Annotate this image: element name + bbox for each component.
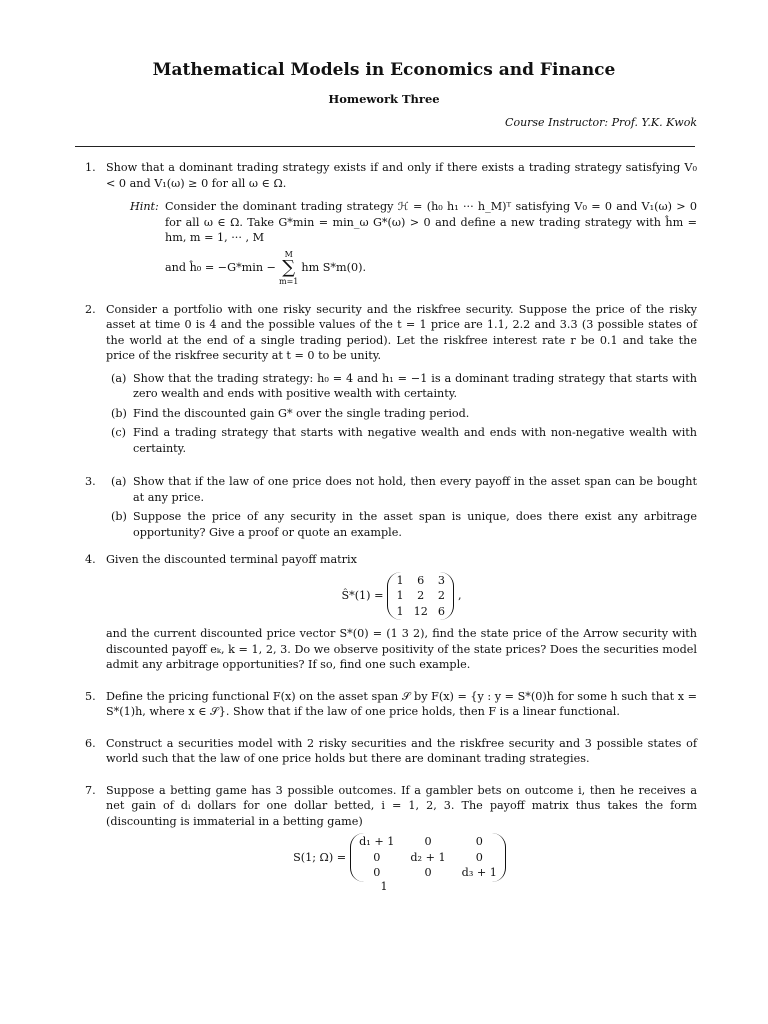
problem-1 xyxy=(75,160,697,290)
subpart-a xyxy=(106,474,697,505)
hint-text: Consider the dominant trading strategy ℋ = (h₀ h₁ ··· h_M)ᵀ satisfying V₀ = 0 and V₁(ω) > 0 for all ω ∈ Ω. Take G*min = min_ω G*(ω) > 0 and define a new trading strategy with ĥm = hm, m = 1, ··· , M xyxy=(165,200,697,244)
subpart-b xyxy=(106,406,697,422)
matrix-cell: 0 xyxy=(475,850,483,864)
problem-text: Suppose a betting game has 3 possible outcomes. If a gambler bets on outcome i, then he receives a net gain of dᵢ dollars for one dollar betted, i = 1, 2, 3. The payoff matrix thus takes the form (discounting is immaterial in a betting game) xyxy=(106,783,697,828)
problem-number: 5. xyxy=(85,689,96,703)
matrix-cell: 2 xyxy=(437,589,445,602)
instructor-line: Course Instructor: Prof. Y.K. Kwok xyxy=(505,116,697,129)
subpart-label: (a) xyxy=(111,371,127,385)
matrix-cell: d₂ + 1 xyxy=(410,850,446,864)
betting-payoff-matrix xyxy=(350,833,506,882)
problem-6 xyxy=(75,736,697,767)
document-title: Mathematical Models in Economics and Finance xyxy=(152,60,616,80)
matrix-cell: 1 xyxy=(396,604,404,618)
subpart-text: Find the discounted gain G* over the single trading period. xyxy=(133,406,470,420)
problem-text: Consider a portfolio with one risky security and the riskfree security. Suppose the price of the risky asset at time 0 is 4 and the possible values of the t = 1 price are 1.1, 2.2 and 3.3 (3 possible states of the world at the end of a single trading period). Let the riskfree interest rate r be 0.1 and take the price of the riskfree security at t = 0 to be unity. xyxy=(106,302,697,362)
problem-number: 3. xyxy=(85,475,96,488)
payoff-matrix xyxy=(387,572,454,621)
hint-eq-left: and ĥ₀ = −G*min − xyxy=(165,260,276,274)
problem-3 xyxy=(75,474,697,540)
problem-2 xyxy=(75,302,697,457)
sum-lower: m=1 xyxy=(279,276,299,286)
problem-7 xyxy=(75,783,697,882)
problem-number: 7. xyxy=(85,783,96,797)
matrix-lhs: S(1; Ω) = xyxy=(293,850,347,864)
subpart-label: (b) xyxy=(111,406,127,420)
subpart-text: Show that if the law of one price does not hold, then every payoff in the asset span can be bought at any price. xyxy=(133,475,697,504)
matrix-cell: 12 xyxy=(413,604,428,618)
matrix-cell: 0 xyxy=(475,835,483,848)
matrix-cell: 0 xyxy=(424,835,432,848)
betting-matrix-equation xyxy=(106,833,697,882)
matrix-cell: 1 xyxy=(396,573,404,587)
problem-number: 6. xyxy=(85,736,96,750)
sigma-glyph: ∑ xyxy=(282,256,296,278)
matrix-cell: 2 xyxy=(417,589,425,602)
problem-text: Show that a dominant trading strategy exists if and only if there exists a trading strategy satisfying V₀ < 0 and V₁(ω) ≥ 0 for all ω ∈ Ω. xyxy=(106,161,697,190)
problem-text: Define the pricing functional F(x) on the asset span 𝒮 by F(x) = {y : y = S*(0)h for some h such that x = S*(1)h, where x ∈ 𝒮}. Show that if the law of one price holds, then F is a linear functional. xyxy=(106,689,697,718)
subpart-a xyxy=(106,371,697,402)
matrix-cell: 1 xyxy=(396,589,404,602)
hint-eq-right: hm S*m(0). xyxy=(301,260,367,274)
subpart-b xyxy=(106,509,697,540)
matrix-cell: 0 xyxy=(373,850,381,864)
subpart-text: Find a trading strategy that starts with negative wealth and ends with non-negative wealth with certainty. xyxy=(133,426,697,455)
problem-number: 1. xyxy=(85,161,96,174)
matrix-cell: 6 xyxy=(417,573,425,587)
page-number: 1 xyxy=(380,880,388,893)
matrix-cell: 0 xyxy=(373,866,381,879)
subpart-text: Suppose the price of any security in the asset span is unique, does there exist any arbitrage opportunity? Give a proof or quote an example. xyxy=(133,510,697,539)
problem-4 xyxy=(75,552,697,673)
hint-block xyxy=(106,199,697,290)
summation-symbol xyxy=(279,250,298,286)
problem-intro: Given the discounted terminal payoff matrix xyxy=(106,553,357,566)
matrix-lhs: Ŝ*(1) = xyxy=(341,589,384,602)
document-subtitle: Homework Three xyxy=(328,92,440,106)
header-divider xyxy=(75,146,695,147)
matrix-cell: 0 xyxy=(424,866,432,879)
matrix-cell: d₁ + 1 xyxy=(359,835,395,848)
matrix-cell: d₃ + 1 xyxy=(461,866,497,879)
subpart-label: (b) xyxy=(111,510,127,523)
subpart-label: (a) xyxy=(111,475,127,488)
sum-upper: M xyxy=(284,249,293,259)
problem-number: 4. xyxy=(85,553,96,566)
hint-label: Hint: xyxy=(130,200,159,213)
problem-text: and the current discounted price vector S*(0) = (1 3 2), find the state price of the Arrow security with discounted payoff eₖ, k = 1, 2, 3. Do we observe positivity of the state prices? Does the securities model admit any arbitrage opportunities? If so, find one such example. xyxy=(106,627,697,671)
hint-equation xyxy=(165,246,697,290)
matrix-cell: 3 xyxy=(437,573,445,587)
matrix-trailing-comma: , xyxy=(457,589,462,602)
problem-number: 2. xyxy=(85,302,96,316)
payoff-matrix-equation xyxy=(106,572,697,621)
matrix-cell: 6 xyxy=(437,604,445,618)
subpart-c xyxy=(106,425,697,456)
problem-text: Construct a securities model with 2 risky securities and the riskfree security and 3 possible states of world such that the law of one price holds but there are dominant trading strategies. xyxy=(106,736,697,765)
problem-5 xyxy=(75,689,697,720)
subpart-text: Show that the trading strategy: h₀ = 4 and h₁ = −1 is a dominant trading strategy that starts with zero wealth and ends with positive wealth with certainty. xyxy=(133,371,697,400)
subpart-label: (c) xyxy=(111,426,126,439)
problem-list xyxy=(75,160,697,894)
